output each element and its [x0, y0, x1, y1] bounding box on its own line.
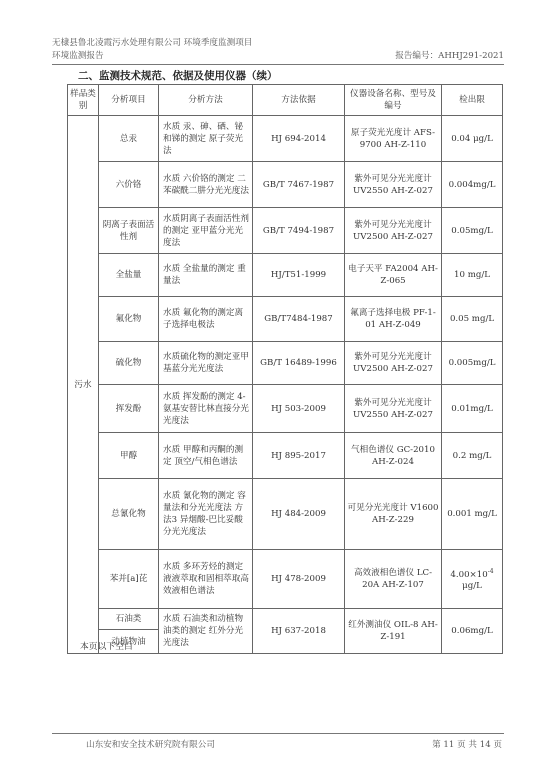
- limit-cell: 0.004mg/L: [442, 162, 503, 208]
- item-cell: 硫化物: [99, 342, 159, 385]
- basis-cell: HJ 484-2009: [253, 479, 345, 550]
- limit-cell: 0.05 mg/L: [442, 297, 503, 342]
- method-cell: 水质阴离子表面活性剂的测定 亚甲蓝分光光度法: [159, 208, 253, 254]
- header-title: 无棣县鲁北凌霞污水处理有限公司 环境季度监测项目: [52, 38, 253, 48]
- instrument-cell: 原子荧光光度计 AFS-9700 AH-Z-110: [345, 116, 442, 162]
- footer-divider: [52, 733, 504, 734]
- col-header-sample-type: 样品类别: [68, 85, 99, 116]
- table-row: [68, 609, 503, 630]
- limit-cell: 10 mg/L: [442, 254, 503, 297]
- monitoring-methods-table: [67, 84, 503, 654]
- report-number: 报告编号：AHHJ291-2021: [395, 51, 504, 61]
- method-cell: 水质 六价铬的测定 二苯碳酰二肼分光光度法: [159, 162, 253, 208]
- sample-type-cell: 污水: [68, 116, 99, 654]
- basis-cell: HJ 478-2009: [253, 550, 345, 609]
- method-cell: 水质 氟化物的测定离子选择电极法: [159, 297, 253, 342]
- section-title: 二、监测技术规范、依据及使用仪器（续）: [78, 70, 278, 82]
- table-row: [68, 479, 503, 550]
- basis-cell: HJ 503-2009: [253, 385, 345, 433]
- table-row: [68, 550, 503, 609]
- table-row: [68, 385, 503, 433]
- col-header-basis: 方法依据: [253, 85, 345, 116]
- basis-cell: HJ/T51-1999: [253, 254, 345, 297]
- limit-exponent: -4: [487, 567, 494, 575]
- limit-cell: 0.01mg/L: [442, 385, 503, 433]
- instrument-cell: 可见分光光度计 V1600 AH-Z-229: [345, 479, 442, 550]
- item-cell: 全盐量: [99, 254, 159, 297]
- limit-cell: 0.06mg/L: [442, 609, 503, 654]
- method-cell: 水质 挥发酚的测定 4-氨基安替比林直接分光光度法: [159, 385, 253, 433]
- limit-cell: 0.001 mg/L: [442, 479, 503, 550]
- table-row: [68, 116, 503, 162]
- method-cell: 水质 汞、砷、硒、铋和锑的测定 原子荧光法: [159, 116, 253, 162]
- basis-cell: HJ 694-2014: [253, 116, 345, 162]
- table-row: [68, 162, 503, 208]
- limit-cell: 0.005mg/L: [442, 342, 503, 385]
- method-cell: 水质 甲醇和丙酮的测定 顶空/气相色谱法: [159, 433, 253, 479]
- blank-below-note: 本页以下空白: [80, 642, 133, 652]
- table-header-row: [68, 85, 503, 116]
- item-cell: 氟化物: [99, 297, 159, 342]
- item-cell: 总汞: [99, 116, 159, 162]
- item-cell: 动植物油: [99, 630, 159, 654]
- method-cell: 水质 全盐量的测定 重量法: [159, 254, 253, 297]
- instrument-cell: 紫外可见分光光度计 UV2500 AH-Z-027: [345, 208, 442, 254]
- col-header-instrument: 仪器设备名称、型号及编号: [345, 85, 442, 116]
- instrument-cell: 紫外可见分光光度计 UV2500 AH-Z-027: [345, 342, 442, 385]
- item-cell: 阴离子表面活性剂: [99, 208, 159, 254]
- basis-cell: GB/T 7467-1987: [253, 162, 345, 208]
- footer-organization: 山东安和安全技术研究院有限公司: [86, 740, 215, 750]
- method-cell: 水质 氰化物的测定 容量法和分光光度法 方法3 异烟酸-巴比妥酸分光光度法: [159, 479, 253, 550]
- limit-value: 4.00×10: [450, 569, 488, 580]
- item-cell: 挥发酚: [99, 385, 159, 433]
- report-footer: [86, 738, 502, 750]
- basis-cell: HJ 895-2017: [253, 433, 345, 479]
- table-row: [68, 433, 503, 479]
- table-row: [68, 297, 503, 342]
- limit-cell: [442, 550, 503, 609]
- basis-cell: HJ 637-2018: [253, 609, 345, 654]
- instrument-cell: 紫外可见分光光度计 UV2550 AH-Z-027: [345, 162, 442, 208]
- header-subtitle: 环境监测报告: [52, 51, 104, 61]
- limit-cell: 0.04 μg/L: [442, 116, 503, 162]
- limit-cell: 0.05mg/L: [442, 208, 503, 254]
- item-cell: 甲醇: [99, 433, 159, 479]
- item-cell: 石油类: [99, 609, 159, 630]
- table-row: [68, 342, 503, 385]
- method-cell: 水质 多环芳烃的测定 液液萃取和固相萃取高效液相色谱法: [159, 550, 253, 609]
- basis-cell: GB/T 7494-1987: [253, 208, 345, 254]
- col-header-item: 分析项目: [99, 85, 159, 116]
- instrument-cell: 氟离子选择电极 PF-1-01 AH-Z-049: [345, 297, 442, 342]
- item-cell: 六价铬: [99, 162, 159, 208]
- item-cell: 苯并[a]芘: [99, 550, 159, 609]
- limit-unit: μg/L: [462, 581, 482, 592]
- report-header: [52, 37, 504, 63]
- col-header-limit: 检出限: [442, 85, 503, 116]
- instrument-cell: 气相色谱仪 GC-2010 AH-Z-024: [345, 433, 442, 479]
- instrument-cell: 电子天平 FA2004 AH-Z-065: [345, 254, 442, 297]
- limit-cell: 0.2 mg/L: [442, 433, 503, 479]
- header-divider: [52, 64, 504, 65]
- col-header-method: 分析方法: [159, 85, 253, 116]
- instrument-cell: 红外测油仪 OIL-8 AH-Z-191: [345, 609, 442, 654]
- item-cell: 总氰化物: [99, 479, 159, 550]
- instrument-cell: 高效液相色谱仪 LC-20A AH-Z-107: [345, 550, 442, 609]
- method-cell: 水质 石油类和动植物油类的测定 红外分光光度法: [159, 609, 253, 654]
- basis-cell: GB/T7484-1987: [253, 297, 345, 342]
- basis-cell: GB/T 16489-1996: [253, 342, 345, 385]
- method-cell: 水质硫化物的测定亚甲基蓝分光光度法: [159, 342, 253, 385]
- page-number: 第 11 页 共 14 页: [432, 740, 502, 750]
- table-row: [68, 254, 503, 297]
- instrument-cell: 紫外可见分光光度计 UV2550 AH-Z-027: [345, 385, 442, 433]
- table-row: [68, 208, 503, 254]
